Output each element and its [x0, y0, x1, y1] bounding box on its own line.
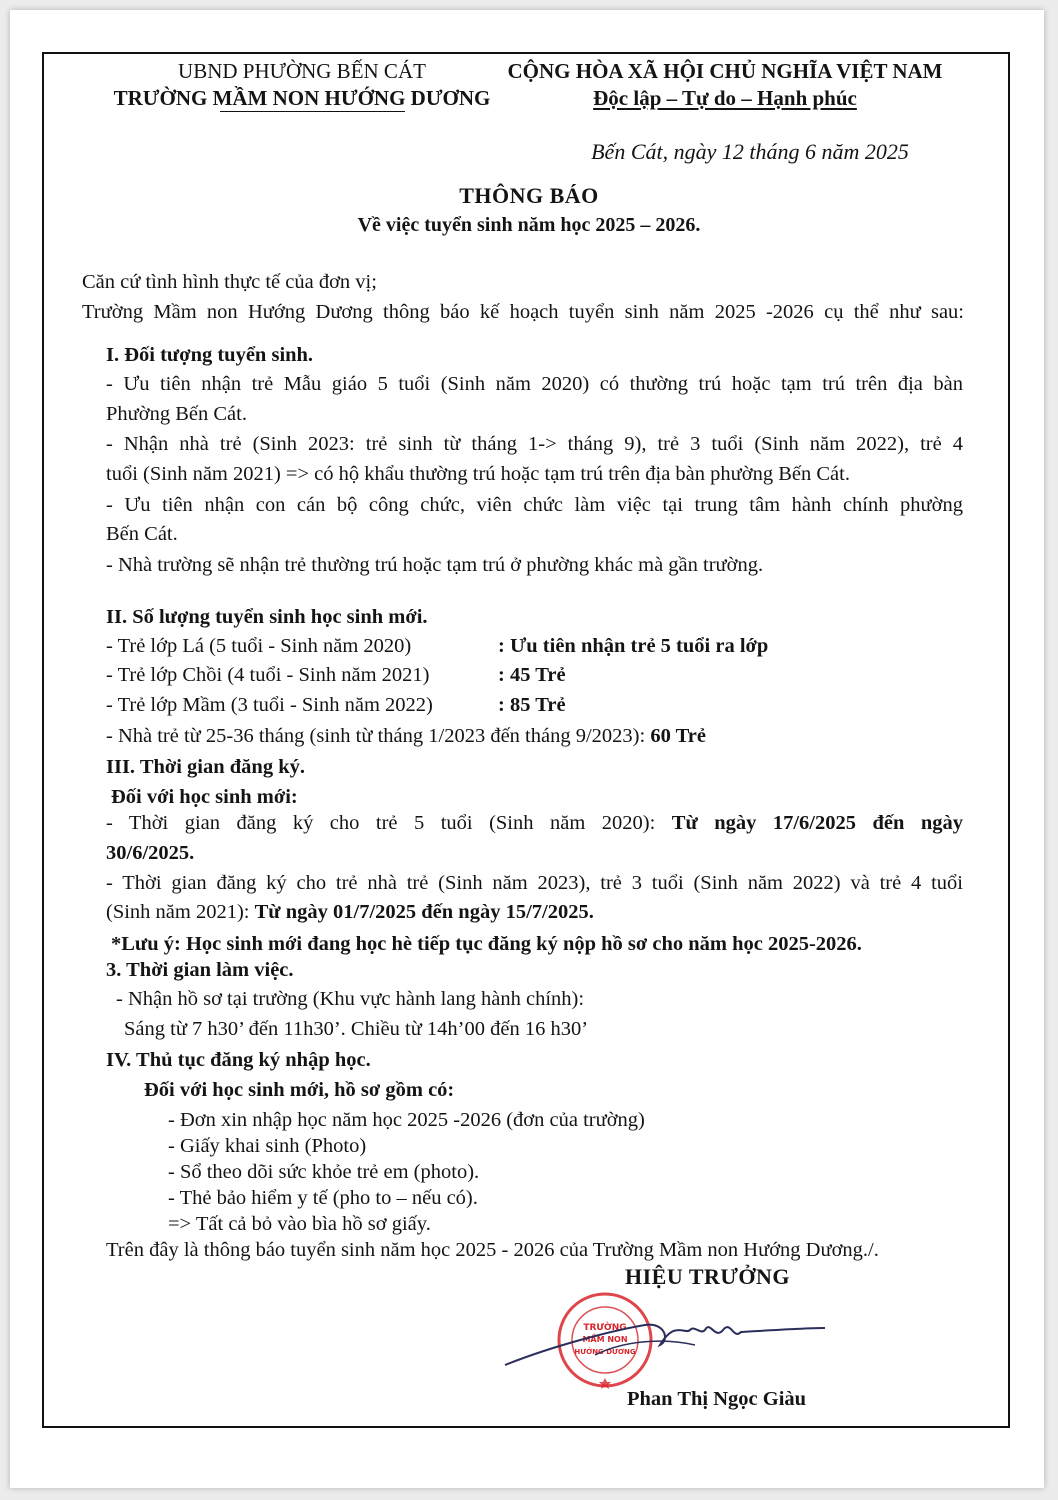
intro-line: Căn cứ tình hình thực tế của đơn vị;	[82, 271, 377, 293]
date-range: 30/6/2025.	[106, 842, 195, 864]
paragraph-line: tuổi (Sinh năm 2021) => có hộ khẩu thường trú hoặc tạm trú trên địa bàn phường Bến Cát.	[106, 463, 850, 485]
quota-label: - Trẻ lớp Mầm (3 tuổi - Sinh năm 2022)	[106, 694, 433, 716]
quota-value: : 85 Trẻ	[498, 694, 566, 716]
text-run: (Sinh năm 2021):	[106, 901, 255, 923]
paragraph-line: - Ưu tiên nhận con cán bộ công chức, viên chức làm việc tại trung tâm hành chính phường	[106, 494, 963, 516]
section-heading: 3. Thời gian làm việc.	[106, 959, 294, 981]
list-item: => Tất cả bỏ vào bìa hồ sơ giấy.	[168, 1213, 431, 1235]
quota-value: 60 Trẻ	[650, 725, 706, 747]
quota-label: - Nhà trẻ từ 25-36 tháng (sinh từ tháng 1/2023 đến tháng 9/2023):	[106, 725, 651, 747]
national-motto: Độc lập – Tự do – Hạnh phúc	[593, 86, 857, 110]
paragraph-line: - Thời gian đăng ký cho trẻ nhà trẻ (Sinh năm 2023), trẻ 3 tuổi (Sinh năm 2022) và trẻ 4 tuổi	[106, 872, 963, 894]
seal-text: HƯỚNG DƯƠNG	[574, 1348, 636, 1356]
intro-line: Trường Mầm non Hướng Dương thông báo kế hoạch tuyển sinh năm 2025 -2026 cụ thể như sau:	[82, 301, 964, 323]
quota-label: - Trẻ lớp Chồi (4 tuổi - Sinh năm 2021)	[106, 664, 430, 686]
paragraph-line: Bến Cát.	[106, 523, 178, 545]
section-heading: IV. Thủ tục đăng ký nhập học.	[106, 1049, 371, 1071]
issuer-school: TRƯỜNG MẦM NON HƯỚNG DƯƠNG	[113, 86, 491, 110]
note-line: *Lưu ý: Học sinh mới đang học hè tiếp tục đăng ký nộp hồ sơ cho năm học 2025-2026.	[111, 933, 862, 955]
document-title: THÔNG BÁO	[459, 183, 599, 208]
quota-label: - Trẻ lớp Lá (5 tuổi - Sinh năm 2020)	[106, 635, 412, 657]
list-item: - Sổ theo dõi sức khỏe trẻ em (photo).	[168, 1161, 480, 1183]
seal-text: MẦM NON	[582, 1335, 628, 1344]
paragraph-line: - Nhận hồ sơ tại trường (Khu vực hành lang hành chính):	[116, 988, 585, 1010]
list-item: - Thẻ bảo hiểm y tế (pho to – nếu có).	[168, 1187, 478, 1209]
paragraph-line	[106, 809, 963, 837]
national-motto-block	[500, 58, 950, 112]
quota-nursery	[106, 722, 706, 750]
national-title: CỘNG HÒA XÃ HỘI CHỦ NGHĨA VIỆT NAM	[507, 59, 943, 83]
section-heading: I. Đối tượng tuyển sinh.	[106, 344, 314, 366]
paragraph-line: - Nhà trường sẽ nhận trẻ thường trú hoặc tạm trú ở phường khác mà gần trường.	[106, 554, 764, 576]
quota-value: : 45 Trẻ	[498, 664, 566, 686]
signer-name: Phan Thị Ngọc Giàu	[627, 1388, 807, 1410]
document-subtitle: Về việc tuyển sinh năm học 2025 – 2026.	[357, 214, 701, 236]
paragraph-line: - Nhận nhà trẻ (Sinh 2023: trẻ sinh từ tháng 1-> tháng 9), trẻ 3 tuổi (Sinh năm 2022), trẻ 4	[106, 433, 963, 455]
closing-line: Trên đây là thông báo tuyển sinh năm học 2025 - 2026 của Trường Mầm non Hướng Dương./.	[106, 1239, 879, 1261]
issuer-underline	[220, 111, 405, 112]
text-run: - Thời gian đăng ký cho trẻ 5 tuổi (Sinh năm 2020):	[106, 812, 672, 834]
issuer-authority: UBND PHƯỜNG BẾN CÁT	[178, 59, 426, 83]
date-range: Từ ngày 17/6/2025 đến ngày	[671, 812, 963, 834]
paragraph-line	[106, 898, 594, 926]
document-date: Bến Cát, ngày 12 tháng 6 năm 2025	[591, 139, 909, 164]
list-item: - Đơn xin nhập học năm học 2025 -2026 (đơn của trường)	[168, 1109, 645, 1131]
paragraph-line: Phường Bến Cát.	[106, 403, 247, 425]
sub-heading: Đối với học sinh mới:	[111, 786, 298, 808]
section-heading: III. Thời gian đăng ký.	[106, 756, 305, 778]
quota-value: : Ưu tiên nhận trẻ 5 tuổi ra lớp	[498, 635, 769, 657]
list-item: - Giấy khai sinh (Photo)	[168, 1135, 367, 1157]
section-heading: II. Số lượng tuyển sinh học sinh mới.	[106, 606, 428, 628]
issuer-block	[112, 58, 492, 112]
handwritten-signature	[495, 1300, 835, 1380]
sub-heading: Đối với học sinh mới, hồ sơ gồm có:	[144, 1079, 455, 1101]
paragraph-line: - Ưu tiên nhận trẻ Mẫu giáo 5 tuổi (Sinh năm 2020) có thường trú hoặc tạm trú trên địa bàn	[106, 373, 963, 395]
paragraph-line: Sáng từ 7 h30’ đến 11h30’. Chiều từ 14h’00 đến 16 h30’	[124, 1018, 589, 1040]
seal-text: TRƯỜNG	[583, 1323, 627, 1333]
signer-role: HIỆU TRƯỞNG	[625, 1264, 791, 1289]
date-range: Từ ngày 01/7/2025 đến ngày 15/7/2025.	[254, 901, 594, 923]
